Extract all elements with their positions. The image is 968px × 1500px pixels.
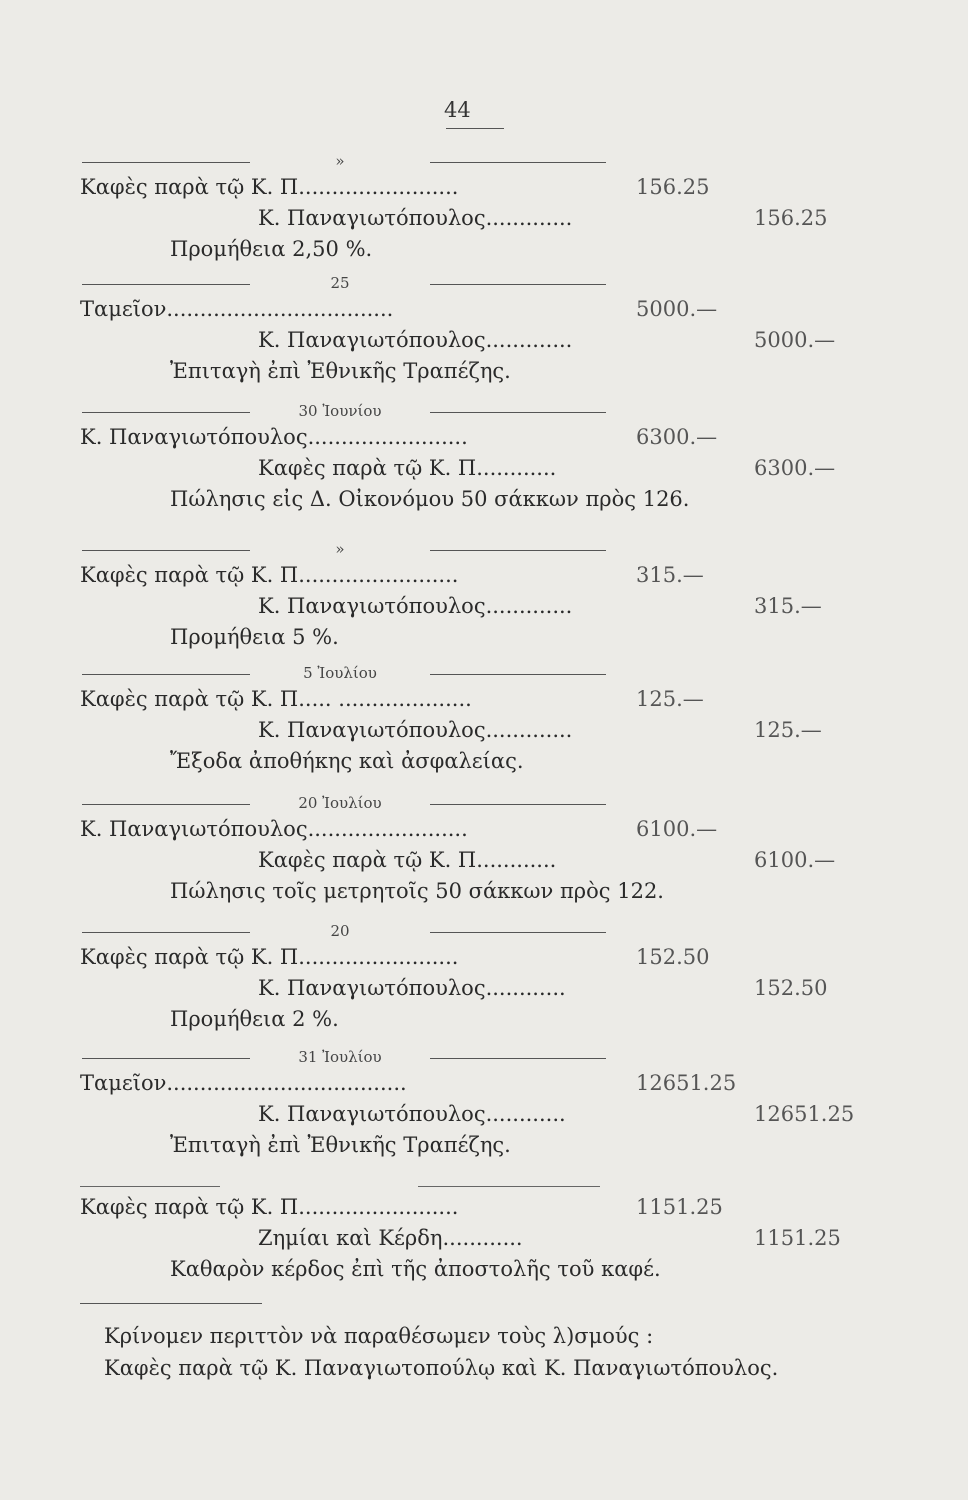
- journal-entry: [0, 422, 968, 515]
- entry-note-line: [0, 1130, 968, 1161]
- separator-rule-left: [80, 1186, 220, 1187]
- credit-line: [0, 845, 968, 876]
- entry-note-line: [0, 484, 968, 515]
- credit-line: [0, 325, 968, 356]
- entry-date: 5 Ἰουλίου: [303, 664, 377, 682]
- entry-date: 25: [330, 274, 350, 292]
- closing-line-2: Καφὲς παρὰ τῷ Κ. Παναγιωτοπούλῳ καὶ Κ. Παναγιωτόπουλος.: [104, 1356, 779, 1380]
- debit-amount: 125.—: [636, 687, 704, 711]
- entry-note: Καθαρὸν κέρδος ἐπὶ τῆς ἀποστολῆς τοῦ καφέ.: [170, 1257, 661, 1281]
- entry-date: 20 Ἰουλίου: [298, 794, 382, 812]
- entry-note: Ἐπιταγὴ ἐπὶ Ἐθνικῆς Τραπέζης.: [170, 359, 511, 383]
- credit-line: [0, 1099, 968, 1130]
- debit-account: Καφὲς παρὰ τῷ Κ. Π........................: [80, 1195, 459, 1219]
- separator-rule-right: [430, 674, 606, 675]
- debit-line: [0, 1192, 968, 1223]
- credit-amount: 6300.—: [754, 456, 836, 480]
- journal-entry: [0, 1192, 968, 1285]
- credit-line: [0, 973, 968, 1004]
- debit-line: [0, 172, 968, 203]
- journal-entry: [0, 1068, 968, 1161]
- credit-amount: 12651.25: [754, 1102, 855, 1126]
- closing-rule: [80, 1303, 262, 1304]
- debit-amount: 6300.—: [636, 425, 718, 449]
- credit-account: Κ. Παναγιωτόπουλος............: [258, 976, 566, 1000]
- credit-line: [0, 715, 968, 746]
- debit-line: [0, 560, 968, 591]
- entry-date: »: [335, 152, 345, 170]
- credit-line: [0, 591, 968, 622]
- debit-line: [0, 422, 968, 453]
- debit-account: Καφὲς παρὰ τῷ Κ. Π..... ....................: [80, 687, 472, 711]
- debit-account: Καφὲς παρὰ τῷ Κ. Π........................: [80, 563, 459, 587]
- credit-account: Κ. Παναγιωτόπουλος.............: [258, 328, 573, 352]
- separator-rule-left: [82, 674, 250, 675]
- separator-rule-right: [430, 804, 606, 805]
- entry-note-line: [0, 1004, 968, 1035]
- credit-amount: 125.—: [754, 718, 822, 742]
- credit-account: Καφὲς παρὰ τῷ Κ. Π............: [258, 456, 557, 480]
- credit-line: [0, 203, 968, 234]
- entry-date: »: [335, 540, 345, 558]
- credit-amount: 5000.—: [754, 328, 836, 352]
- entry-note: Προμήθεια 2 %.: [170, 1007, 339, 1031]
- debit-amount: 12651.25: [636, 1071, 737, 1095]
- entry-note-line: [0, 1254, 968, 1285]
- credit-account: Κ. Παναγιωτόπουλος.............: [258, 206, 573, 230]
- debit-account: Κ. Παναγιωτόπουλος........................: [80, 817, 468, 841]
- debit-account: Ταμεῖον..................................: [80, 297, 394, 321]
- credit-amount: 315.—: [754, 594, 822, 618]
- credit-line: [0, 453, 968, 484]
- journal-entry: [0, 560, 968, 653]
- credit-account: Κ. Παναγιωτόπουλος.............: [258, 718, 573, 742]
- separator-rule-right: [430, 162, 606, 163]
- separator-rule-left: [82, 284, 250, 285]
- debit-amount: 152.50: [636, 945, 710, 969]
- debit-amount: 1151.25: [636, 1195, 723, 1219]
- separator-rule-right: [430, 550, 606, 551]
- credit-account: Κ. Παναγιωτόπουλος.............: [258, 594, 573, 618]
- entry-date: 30 Ἰουνίου: [298, 402, 382, 420]
- separator-rule-left: [82, 932, 250, 933]
- separator-rule-right: [430, 284, 606, 285]
- credit-account: Κ. Παναγιωτόπουλος............: [258, 1102, 566, 1126]
- separator-rule-right: [430, 412, 606, 413]
- debit-amount: 5000.—: [636, 297, 718, 321]
- debit-line: [0, 684, 968, 715]
- separator-rule-left: [82, 550, 250, 551]
- separator-rule-left: [82, 162, 250, 163]
- credit-amount: 1151.25: [754, 1226, 841, 1250]
- entry-note: Προμήθεια 2,50 %.: [170, 237, 373, 261]
- credit-account: Ζημίαι καὶ Κέρδη............: [258, 1226, 523, 1250]
- entry-date: 31 Ἰουλίου: [298, 1048, 382, 1066]
- debit-line: [0, 294, 968, 325]
- journal-entry: [0, 684, 968, 777]
- closing-line-1: Κρίνομεν περιττὸν νὰ παραθέσωμεν τοὺς λ)σμούς :: [104, 1324, 654, 1348]
- entry-note: Ἐπιταγὴ ἐπὶ Ἐθνικῆς Τραπέζης.: [170, 1133, 511, 1157]
- debit-amount: 156.25: [636, 175, 710, 199]
- entry-note-line: [0, 746, 968, 777]
- separator-rule-left: [82, 804, 250, 805]
- separator-rule-right: [430, 932, 606, 933]
- credit-account: Καφὲς παρὰ τῷ Κ. Π............: [258, 848, 557, 872]
- credit-amount: 156.25: [754, 206, 828, 230]
- page-number: 44: [444, 98, 471, 122]
- journal-entry: [0, 942, 968, 1035]
- debit-line: [0, 1068, 968, 1099]
- debit-amount: 315.—: [636, 563, 704, 587]
- entry-note-line: [0, 622, 968, 653]
- debit-account: Κ. Παναγιωτόπουλος........................: [80, 425, 468, 449]
- entry-note: Προμήθεια 5 %.: [170, 625, 339, 649]
- entry-note-line: [0, 356, 968, 387]
- credit-amount: 152.50: [754, 976, 828, 1000]
- entry-note: Πώλησις τοῖς μετρητοῖς 50 σάκκων πρὸς 122.: [170, 879, 664, 903]
- separator-rule-right: [418, 1186, 600, 1187]
- debit-amount: 6100.—: [636, 817, 718, 841]
- debit-line: [0, 814, 968, 845]
- separator-rule-right: [430, 1058, 606, 1059]
- closing-remark: [104, 1320, 778, 1384]
- page-number-rule: [446, 128, 504, 129]
- journal-entry: [0, 814, 968, 907]
- debit-line: [0, 942, 968, 973]
- credit-line: [0, 1223, 968, 1254]
- credit-amount: 6100.—: [754, 848, 836, 872]
- entry-note-line: [0, 876, 968, 907]
- journal-entry: [0, 172, 968, 265]
- entry-note: Πώλησις εἰς Δ. Οἰκονόμου 50 σάκκων πρὸς 126.: [170, 487, 690, 511]
- entry-note-line: [0, 234, 968, 265]
- debit-account: Ταμεῖον....................................: [80, 1071, 407, 1095]
- separator-rule-left: [82, 412, 250, 413]
- separator-rule-left: [82, 1058, 250, 1059]
- entry-note: Ἔξοδα ἀποθήκης καὶ ἀσφαλείας.: [170, 749, 524, 773]
- debit-account: Καφὲς παρὰ τῷ Κ. Π........................: [80, 175, 459, 199]
- entry-date: 20: [330, 922, 350, 940]
- journal-entry: [0, 294, 968, 387]
- debit-account: Καφὲς παρὰ τῷ Κ. Π........................: [80, 945, 459, 969]
